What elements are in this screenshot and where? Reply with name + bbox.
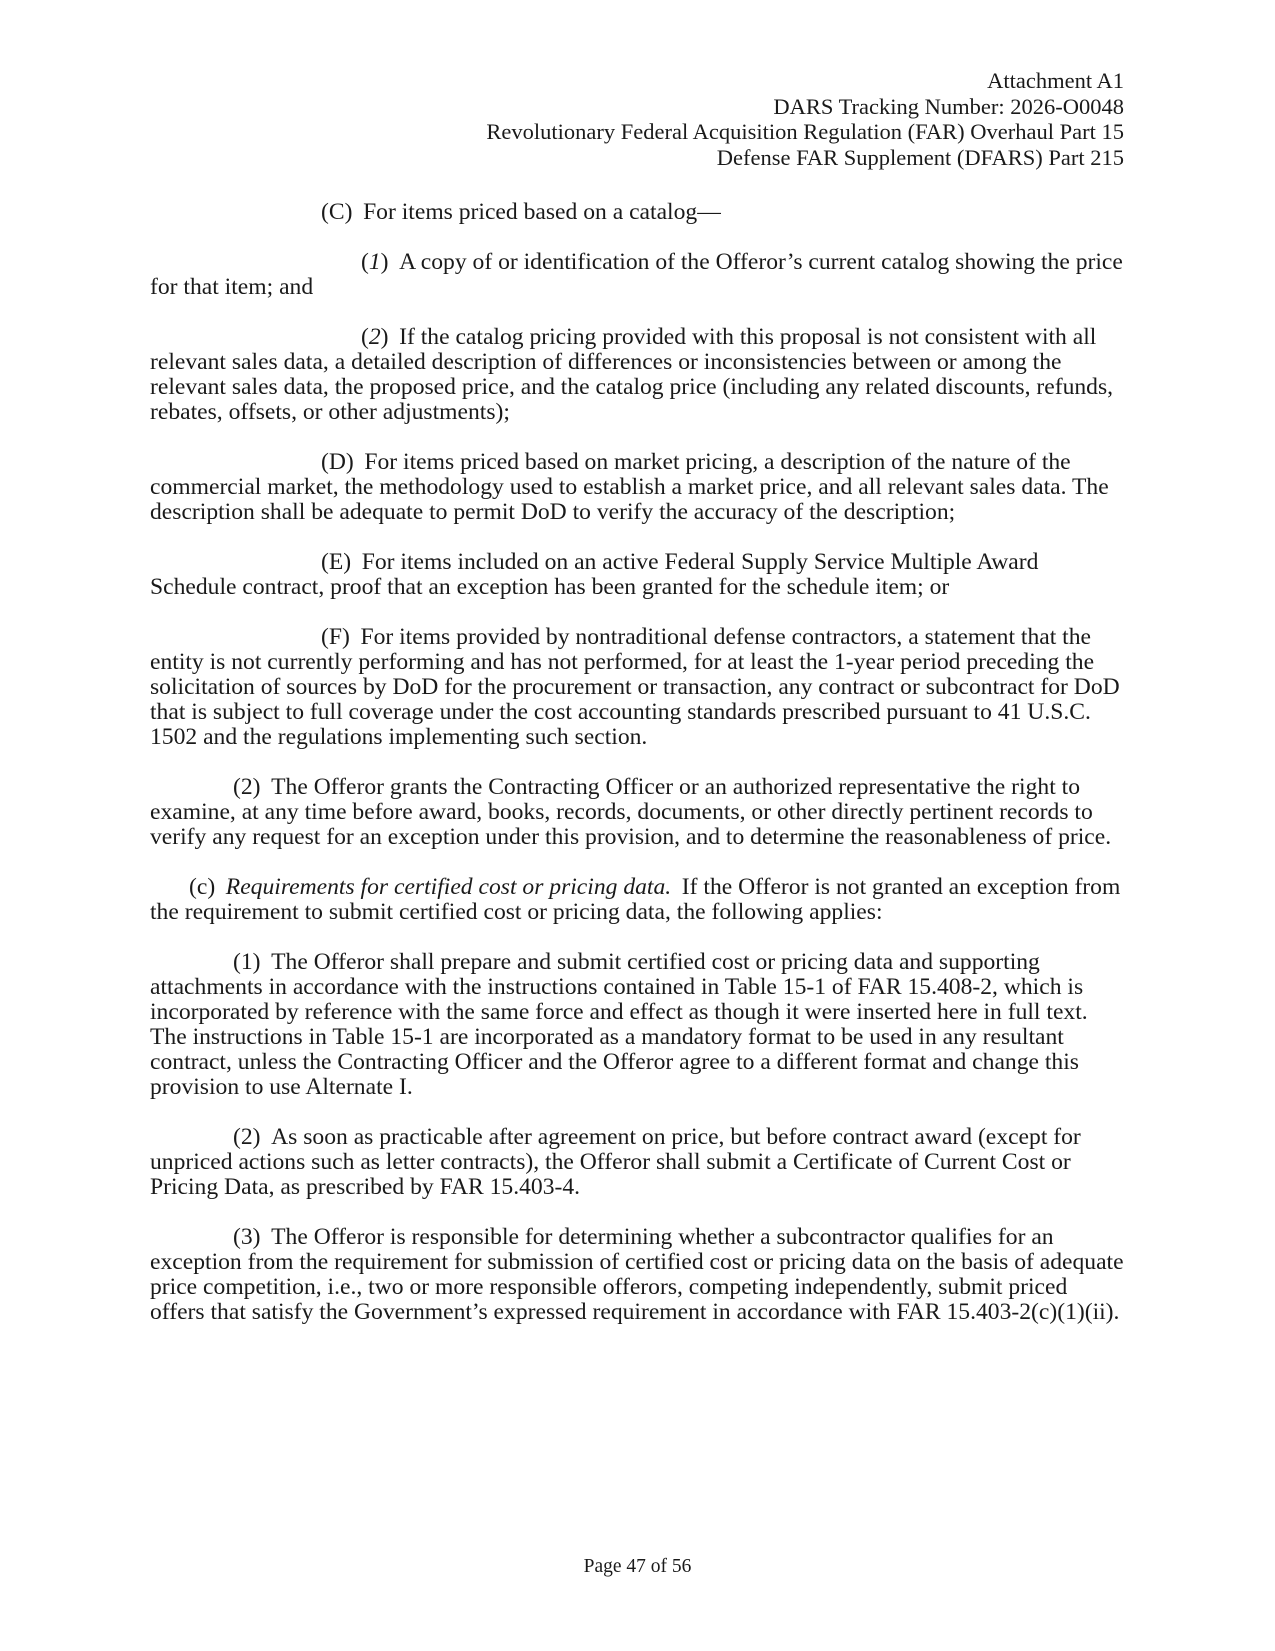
- paragraph-text: If the catalog pricing provided with this proposal is not consistent with all relevant sales data, a detailed description of differences or inconsistencies between or among the relevant sales data, the proposed price, and the catalog price (including any related discounts, refunds, rebates, offsets, or other adjustments);: [150, 324, 1114, 425]
- paragraph-label: (E): [321, 549, 352, 575]
- header-far-part: Revolutionary Federal Acquisition Regulation (FAR) Overhaul Part 15: [486, 119, 1124, 144]
- paragraph-text: A copy of or identification of the Offeror’s current catalog showing the price for that item; and: [150, 249, 1123, 300]
- label-open-paren: (: [361, 324, 369, 350]
- label-close-paren: ): [380, 249, 389, 275]
- paragraph-2-catalog-inconsistency: [150, 325, 1125, 425]
- paragraph-2-certificate: [150, 1125, 1125, 1200]
- paragraph-label: (F): [321, 624, 350, 650]
- header-tracking-number: DARS Tracking Number: 2026-O0048: [773, 93, 1124, 119]
- header-attachment: Attachment A1: [987, 68, 1124, 93]
- paragraph-title: Requirements for certified cost or pricing data.: [225, 874, 672, 900]
- paragraph-text: The Offeror grants the Contracting Officer or an authorized representative the right to examine, at any time before award, books, records, documents, or other directly pertinent records to verify any request for an exception under this provision, and to determine the reasonableness of price.: [150, 774, 1112, 850]
- paragraph-1-submit-data: [150, 950, 1125, 1100]
- paragraph-text: As soon as practicable after agreement on price, but before contract award (except for unpriced actions such as letter contracts), the Offeror shall submit a Certificate of Current Cost or Pricing Data, as prescribed by FAR 15.403-4.: [150, 1124, 1081, 1200]
- page-header: [486, 68, 1124, 170]
- paragraph-text: The Offeror shall prepare and submit certified cost or pricing data and supporting attachments in accordance with the instructions contained in Table 15-1 of FAR 15.408-2, which is incorporated by reference with the same force and effect as though it were inserted here in full text. The instructions in Table 15-1 are incorporated as a mandatory format to be used in any resultant contract, unless the Contracting Officer and the Offeror agree to a different format and change this provision to use Alternate I.: [150, 949, 1088, 1100]
- label-open-paren: (: [361, 249, 369, 275]
- paragraph-text: If the Offeror is not granted an exception from the requirement to submit certified cost or pricing data, the following applies:: [150, 874, 1121, 925]
- paragraph-label: (2): [233, 774, 261, 800]
- paragraph-2-right-to-examine: [150, 775, 1125, 850]
- paragraph-label: [361, 249, 389, 275]
- paragraph-label: (2): [233, 1124, 261, 1150]
- paragraph-text: For items priced based on market pricing, a description of the nature of the commercial market, the methodology used to establish a market price, and all relevant sales data. The description shall be adequate to permit DoD to verify the accuracy of the description;: [150, 449, 1109, 525]
- paragraph-label: (C): [321, 199, 353, 225]
- paragraph-1-catalog-copy: [150, 250, 1125, 300]
- paragraph-label: (1): [233, 949, 261, 975]
- paragraph-label: (c): [189, 874, 216, 900]
- label-close-paren: ): [380, 324, 389, 350]
- paragraph-text: The Offeror is responsible for determining whether a subcontractor qualifies for an exception from the requirement for submission of certified cost or pricing data on the basis of adequate price competition, i.e., two or more responsible offerors, competing independently, submit priced offers that satisfy the Government’s expressed requirement in accordance with FAR 15.403-2(c)(1)(ii).: [150, 1224, 1124, 1325]
- paragraph-d-market-pricing: [150, 450, 1125, 525]
- paragraph-c-catalog: [150, 200, 1125, 225]
- document-body: [150, 200, 1125, 1350]
- paragraph-label: [361, 324, 389, 350]
- header-dfars-part: Defense FAR Supplement (DFARS) Part 215: [716, 144, 1124, 170]
- paragraph-3-subcontractor: [150, 1225, 1125, 1325]
- paragraph-c-requirements: [150, 875, 1125, 925]
- paragraph-text: For items priced based on a catalog—: [363, 199, 721, 225]
- page-number: Page 47 of 56: [583, 1556, 692, 1577]
- paragraph-text: For items provided by nontraditional defense contractors, a statement that the entity is not currently performing and has not performed, for at least the 1-year period preceding the solicitation of sources by DoD for the procurement or transaction, any contract or subcontract for DoD that is subject to full coverage under the cost accounting standards prescribed pursuant to 41 U.S.C. 1502 and the regulations implementing such section.: [150, 624, 1120, 750]
- label-number: 1: [368, 249, 381, 275]
- label-number: 2: [368, 324, 381, 350]
- paragraph-f-nontraditional: [150, 625, 1125, 750]
- paragraph-text: For items included on an active Federal Supply Service Multiple Award Schedule contract, proof that an exception has been granted for the schedule item; or: [150, 549, 1039, 600]
- paragraph-label: (D): [321, 449, 354, 475]
- paragraph-label: (3): [233, 1224, 261, 1250]
- paragraph-e-fss-schedule: [150, 550, 1125, 600]
